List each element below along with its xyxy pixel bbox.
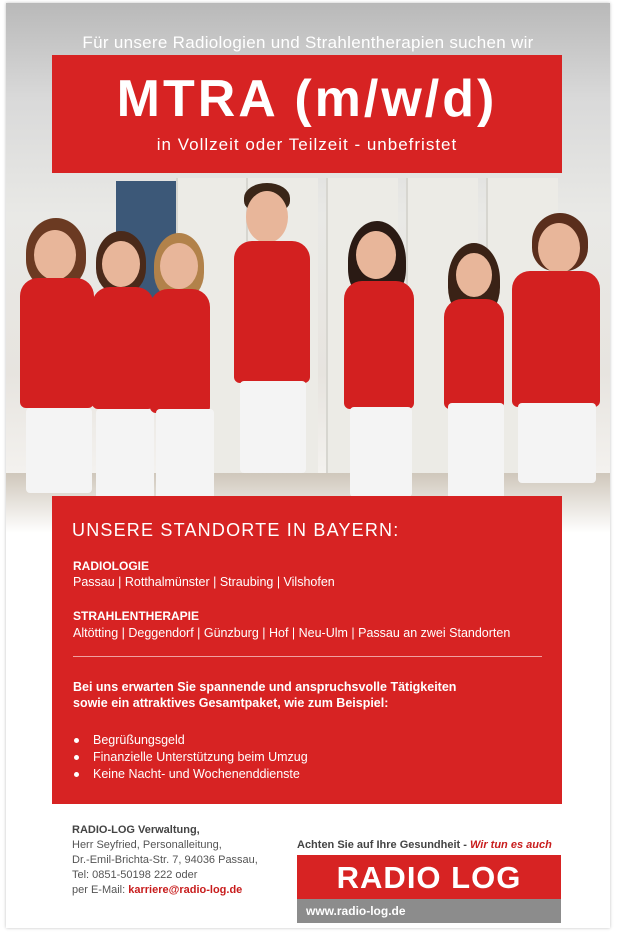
intro-line: Für unsere Radiologien und Strahlentherapien suchen wir bbox=[82, 33, 534, 52]
benefit-text: Finanzielle Unterstützung beim Umzug bbox=[93, 750, 308, 764]
benefits-lead bbox=[73, 679, 533, 711]
radiology-label: RADIOLOGIE bbox=[73, 559, 150, 573]
contact-email-line bbox=[72, 883, 292, 898]
logo-text: RADIO LOG bbox=[336, 860, 522, 895]
benefit-text: Keine Nacht- und Wochenenddienste bbox=[93, 767, 300, 781]
slogan-suffix: Wir tun es auch bbox=[469, 839, 552, 851]
contact-block bbox=[72, 823, 292, 898]
benefits-lead-line: Bei uns erwarten Sie spannende und anspruchsvolle Tätigkeiten bbox=[73, 680, 457, 694]
benefit-text: Begrüßungsgeld bbox=[93, 733, 185, 747]
email-prefix: per E-Mail: bbox=[72, 884, 129, 896]
contact-person: Herr Seyfried, Personalleitung, bbox=[72, 839, 222, 851]
radiotherapy-label: STRAHLENTHERAPIE bbox=[73, 609, 200, 623]
info-box bbox=[52, 496, 562, 804]
slogan-prefix: Achten Sie auf Ihre Gesundheit - bbox=[297, 839, 470, 851]
email-link[interactable]: karriere@radio-log.de bbox=[128, 884, 243, 896]
radiotherapy-sites: Altötting | Deggendorf | Günzburg | Hof | Neu-Ulm | Passau an zwei Standorten bbox=[73, 626, 511, 640]
job-subtitle: in Vollzeit oder Teilzeit - unbefristet bbox=[156, 135, 458, 154]
slogan bbox=[297, 839, 567, 851]
benefits-list bbox=[73, 732, 308, 783]
bullet-icon bbox=[74, 738, 79, 743]
locations-heading: UNSERE STANDORTE IN BAYERN: bbox=[72, 520, 400, 540]
benefits-lead-line: sowie ein attraktives Gesamtpaket, wie zum Beispiel: bbox=[73, 696, 389, 710]
website-bar bbox=[297, 899, 561, 923]
bullet-icon bbox=[74, 772, 79, 777]
divider bbox=[73, 656, 542, 657]
contact-phone: Tel: 0851-50198 222 oder bbox=[72, 869, 198, 881]
radiolog-logo bbox=[297, 855, 561, 899]
website-link[interactable]: www.radio-log.de bbox=[306, 904, 406, 918]
contact-org: RADIO-LOG Verwaltung, bbox=[72, 824, 200, 836]
list-item bbox=[73, 766, 308, 783]
job-title: MTRA (m/w/d) bbox=[116, 70, 498, 128]
radiology-sites: Passau | Rotthalmünster | Straubing | Vilshofen bbox=[73, 575, 335, 589]
title-banner bbox=[52, 55, 562, 173]
job-ad-poster bbox=[6, 3, 610, 928]
team-photo bbox=[6, 3, 610, 533]
bullet-icon bbox=[74, 755, 79, 760]
contact-address: Dr.-Emil-Brichta-Str. 7, 94036 Passau, bbox=[72, 854, 258, 866]
list-item bbox=[73, 749, 308, 766]
list-item bbox=[73, 732, 308, 749]
